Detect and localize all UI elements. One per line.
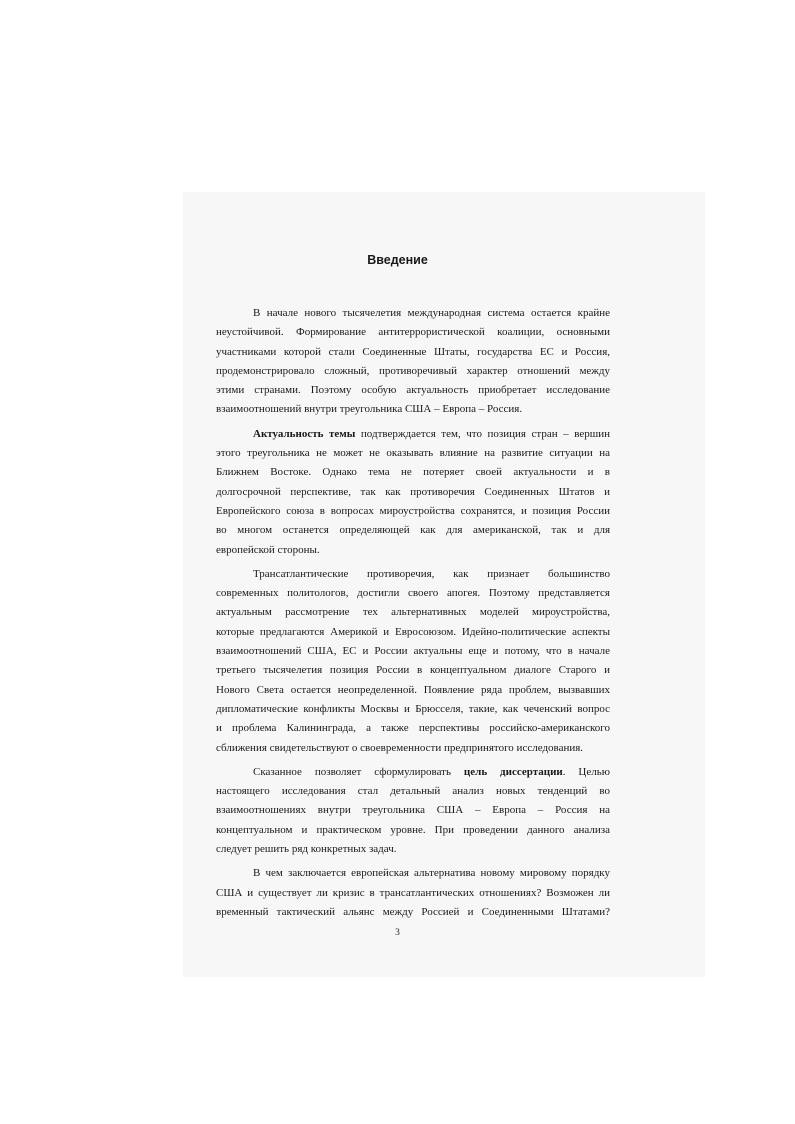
bold-term: Актуальность темы — [253, 427, 356, 440]
bold-term: цель диссертации — [463, 765, 563, 778]
text-line: дипломатические конфликты Москвы и Брюсселя, такие, как чеченский вопрос — [216, 702, 610, 715]
text-line: актуальным рассмотрение тех альтернативных моделей мироустройства, — [216, 606, 610, 619]
text-line: участниками которой стали Соединенные Штаты, государства ЕС и Россия, — [216, 345, 610, 358]
paragraph-3 — [216, 565, 610, 758]
document-body — [216, 304, 610, 922]
document-title: Введение — [367, 253, 428, 267]
text-line: США и существует ли кризис в трансатлантических отношениях? Возможен ли — [216, 886, 610, 899]
text-line: которые предлагаются Америкой и Евросоюзом. Идейно-политические аспекты — [216, 625, 610, 638]
text-fragment: подтверждается тем, что позиция стран – вершин — [355, 427, 610, 440]
paragraph-2 — [216, 425, 610, 560]
text-line: современных политологов, достигли своего апогея. Поэтому представляется — [216, 587, 610, 600]
paragraph-5 — [216, 864, 610, 922]
text-line: концептуальном и практическом уровне. При проведении данного анализа — [216, 823, 610, 836]
text-line: следует решить ряд конкретных задач. — [216, 843, 397, 856]
text-line: продемонстрировало сложный, противоречивый характер отношений между — [216, 364, 610, 377]
text-line — [216, 425, 610, 444]
text-line: временный тактический альянс между Россией и Соединенными Штатами? — [216, 905, 610, 918]
paragraph-4 — [216, 763, 610, 859]
text-line: Нового Света остается неопределенной. Появление ряда проблем, вызвавших — [216, 683, 610, 696]
text-line: Трансатлантические противоречия, как признает большинство — [253, 567, 610, 580]
text-line: В чем заключается европейская альтернатива новому мировому порядку — [253, 867, 610, 880]
text-line — [216, 763, 610, 782]
text-fragment: . Целью — [562, 765, 610, 778]
text-line: взаимоотношений внутри треугольника США – Европа – Россия. — [216, 403, 523, 416]
text-line: взаимоотношений США, ЕС и России актуальны еще и потому, что в начале — [216, 645, 610, 658]
text-line: взаимоотношениях внутри треугольника США – Европа – Россия на — [216, 804, 610, 817]
text-line: этого треугольника не может не оказывать влияние на развитие ситуации на — [216, 447, 610, 460]
text-line: долгосрочной перспективе, так как противоречия Соединенных Штатов и — [216, 485, 610, 498]
text-line: неустойчивой. Формирование антитеррористической коалиции, основными — [216, 326, 610, 339]
page-number: 3 — [395, 928, 400, 938]
text-line: Европейского союза в вопросах мироустройства сохранятся, и позиция России — [216, 504, 610, 517]
paragraph-1 — [216, 304, 610, 420]
text-line: европейской стороны. — [216, 543, 320, 556]
text-line: третьего тысячелетия позиция России в концептуальном диалоге Старого и — [216, 664, 610, 677]
text-line: Ближнем Востоке. Однако тема не потеряет своей актуальности и в — [216, 466, 610, 479]
text-line: этими странами. Поэтому особую актуальность приобретает исследование — [216, 384, 610, 397]
text-line: сближения свидетельствуют о своевременности предпринятого исследования. — [216, 741, 584, 754]
text-fragment: Сказанное позволяет сформулировать — [253, 765, 464, 778]
text-line: настоящего исследования стал детальный анализ новых тенденций во — [216, 785, 610, 798]
text-line: и проблема Калининграда, а также перспективы российско-американского — [216, 722, 610, 735]
text-line: В начале нового тысячелетия международная система остается крайне — [253, 307, 610, 319]
text-line: во многом останется определяющей как для американской, так и для — [216, 524, 610, 537]
